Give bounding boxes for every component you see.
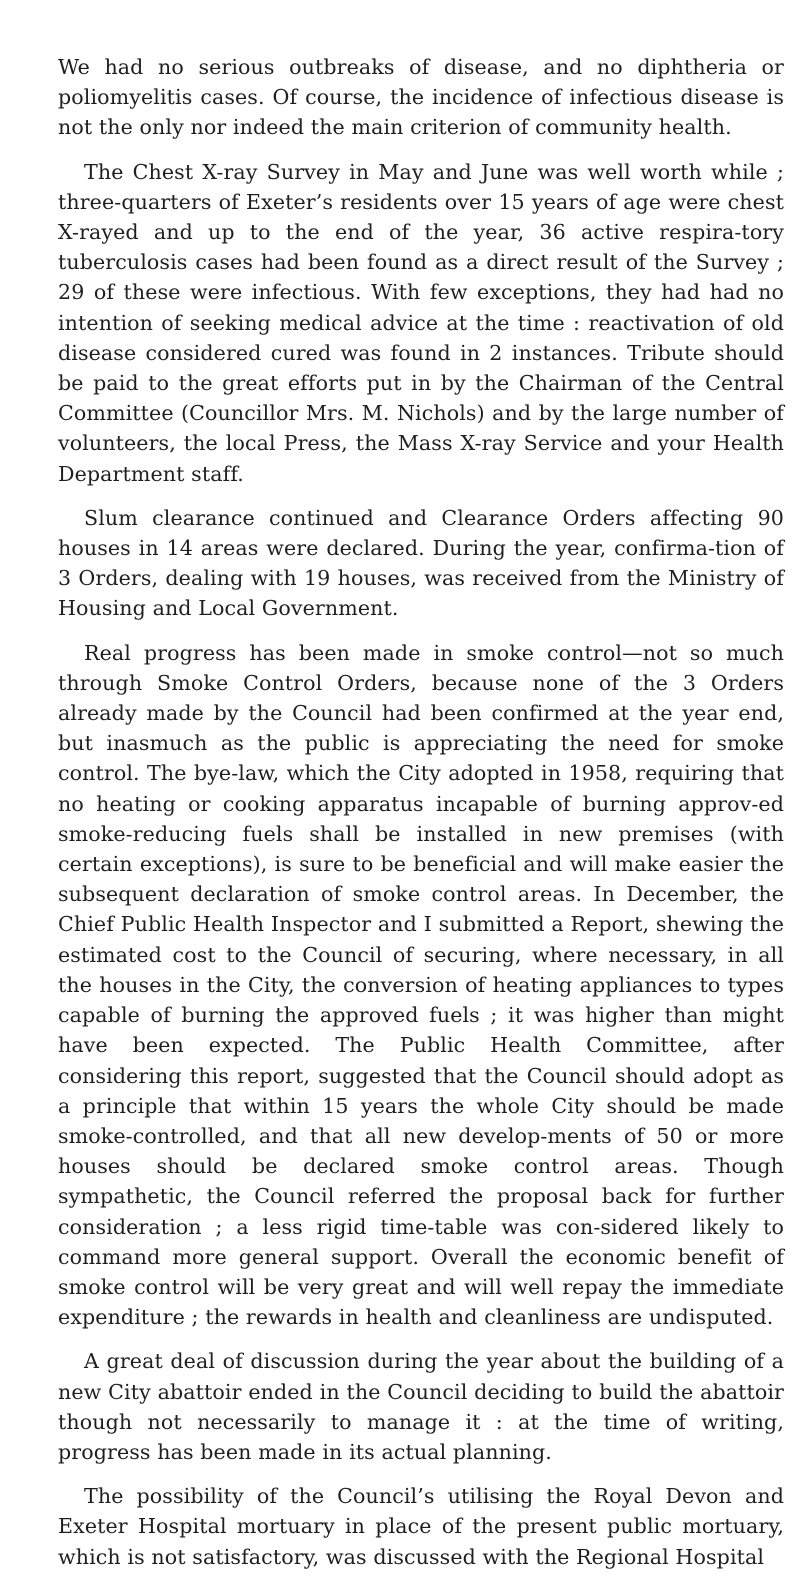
document-page xyxy=(58,52,784,1586)
paragraph-disease: We had no serious outbreaks of disease, and no diphtheria or poliomyelitis cases. Of course, the incidence of infectious disease is not the only nor indeed the main criterion of community health. xyxy=(58,55,784,140)
paragraph-chest-xray: The Chest X-ray Survey in May and June was well worth while ; three-quarters of Exeter’s residents over 15 years of age were chest X-rayed and up to the end of the year, 36 active respira-tory tuberculosis cases had been found as a direct result of the Survey ; 29 of these were infectious. With few exceptions, they had had no intention of seeking medical advice at the time : reactivation of old disease considered cured was found in 2 instances. Tribute should be paid to the great efforts put in by the Chairman of the Central Committee (Councillor Mrs. M. Nichols) and by the large number of volunteers, the local Press, the Mass X-ray Service and your Health Department staff. xyxy=(58,159,784,486)
paragraph-abattoir: A great deal of discussion during the year about the building of a new City abattoir ended in the Council deciding to build the abattoir though not necessarily to manage it : at the time of writing, progress has been made in its actual planning. xyxy=(58,1349,784,1464)
paragraph-smoke-control: Real progress has been made in smoke control—not so much through Smoke Control Orders, because none of the 3 Orders already made by the Council had been confirmed at the year end, but inasmuch as the public is appreciating the need for smoke control. The bye-law, which the City adopted in 1958, requiring that no heating or cooking apparatus incapable of burning approv-ed smoke-reducing fuels shall be installed in new premises (with certain exceptions), is sure to be beneficial and will make easier the subsequent declaration of smoke control areas. In December, the Chief Public Health Inspector and I submitted a Report, shewing the estimated cost to the Council of securing, where necessary, in all the houses in the City, the conversion of heating appliances to types capable of burning the approved fuels ; it was higher than might have been expected. The Public Health Committee, after considering this report, suggested that the Council should adopt as a principle that within 15 years the whole City should be made smoke-controlled, and that all new develop-ments of 50 or more houses should be declared smoke control areas. Though sympathetic, the Council referred the proposal back for further consideration ; a less rigid time-table was con-sidered likely to command more general support. Overall the economic benefit of smoke control will be very great and will well repay the immediate expenditure ; the rewards in health and cleanliness are undisputed. xyxy=(58,640,784,1330)
paragraph-mortuary: The possibility of the Council’s utilising the Royal Devon and Exeter Hospital mortuary in place of the present public mortuary, which is not satisfactory, was discussed with the Regional Hospital xyxy=(58,1484,784,1569)
paragraph-slum-clearance: Slum clearance continued and Clearance Orders affecting 90 houses in 14 areas were declared. During the year, confirma-tion of 3 Orders, dealing with 19 houses, was received from the Ministry of Housing and Local Government. xyxy=(58,505,784,621)
